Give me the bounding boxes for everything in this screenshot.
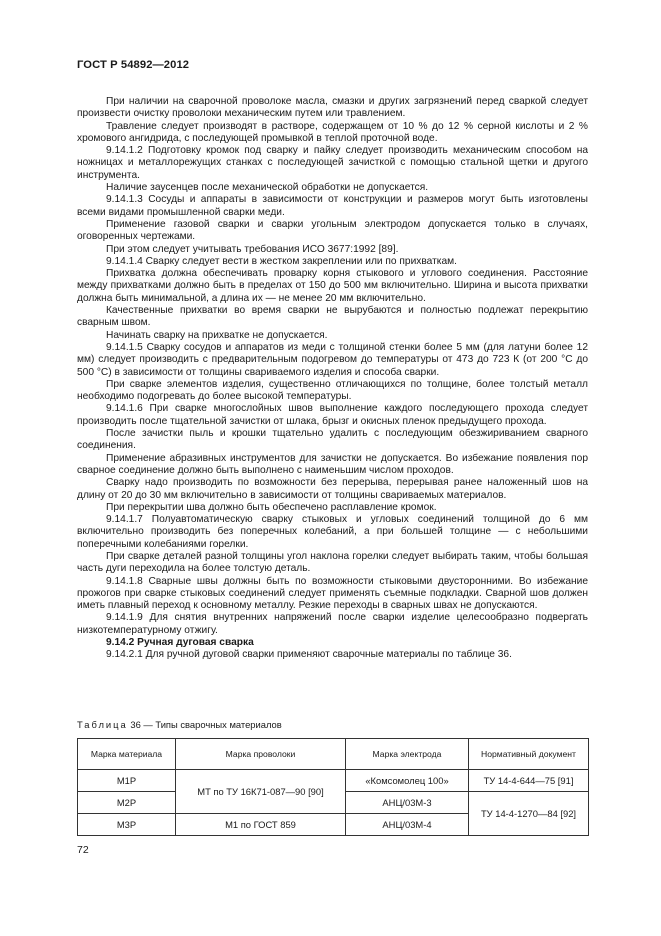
paragraph: Начинать сварку на прихватке не допускается.	[106, 329, 328, 341]
paragraph: При перекрытии шва должно быть обеспечено расплавление кромок.	[106, 501, 437, 513]
paragraph: Применение газовой сварки и сварки угольным электродом допускается только в случаях, оговоренных чертежами.	[77, 218, 588, 243]
paragraph: Качественные прихватки во время сварки не вырубаются и полностью подлежат перекрытию сварным швом.	[77, 305, 588, 329]
paragraph: При сварке деталей разной толщины угол наклона горелки следует выбирать таким, чтобы большая часть дуги переходила на более толстую деталь.	[77, 550, 588, 575]
paragraph: Сварку надо производить по возможности без перерыва, перерывая ранее наложенный шов на длину от 20 до 30 мм включительно в зависимости от толщины свариваемых материалов.	[77, 477, 588, 501]
paragraph: 9.14.1.4 Сварку следует вести в жестком закреплении или по прихваткам.	[106, 255, 457, 267]
cell-electrode: АНЦ/03М-3	[346, 792, 469, 814]
cell-document: ТУ 14-4-1270—84 [92]	[469, 792, 589, 836]
cell-wire: МТ по ТУ 16К71-087—90 [90]	[176, 770, 346, 814]
paragraph: 9.14.1.6 При сварке многослойных швов выполнение каждого последующего прохода следует производить после тщательной зачистки от шлака, брызг и окисных пленок предыдущего прохода.	[77, 403, 588, 427]
paragraph: При наличии на сварочной проволоке масла, смазки и других загрязнений перед сваркой следует произвести очистку проволоки механическим путем или травлением.	[77, 96, 588, 120]
cell-electrode: «Комсомолец 100»	[346, 770, 469, 792]
paragraph: 9.14.1.7 Полуавтоматическую сварку стыковых и угловых соединений толщиной до 6 мм включительно производить без поперечных колебаний, а при большей толщине — с небольшими поперечными колебаниями горелки.	[77, 514, 588, 550]
paragraph: Травление следует производят в растворе, содержащем от 10 % до 12 % серной кислоты и 2 % хромового ангидрида, с последующей промывкой в теплой проточной воде.	[77, 120, 588, 144]
cell-wire: М1 по ГОСТ 859	[176, 814, 346, 836]
cell-material: М2Р	[78, 792, 176, 814]
paragraph: 9.14.1.5 Сварку сосудов и аппаратов из меди с толщиной стенки более 5 мм (для латуни более 12 мм) следует производить с предварительным подогревом до температуры от 473 до 723 К (от 200 °С до 500 °С) в зависимости от толщины свариваемого изделия и способа сварки.	[77, 341, 588, 378]
header-wire: Марка проволоки	[176, 739, 346, 770]
cell-electrode: АНЦ/03М-4	[346, 814, 469, 836]
materials-table	[77, 738, 589, 836]
table-row	[78, 770, 589, 792]
paragraph: При этом следует учитывать требования ИСО 3677:1992 [89].	[106, 243, 399, 255]
paragraph: 9.14.2.1 Для ручной дуговой сварки применяют сварочные материалы по таблице 36.	[106, 649, 512, 661]
cell-material: М3Р	[78, 814, 176, 836]
header-material: Марка материала	[78, 739, 176, 770]
paragraph: 9.14.1.2 Подготовку кромок под сварку и пайку следует производить механическим способом на ножницах и металлорежущих станках с последующей зачисткой с помощью стальной щетки и другого инструмента.	[77, 145, 588, 181]
header-electrode: Марка электрода	[346, 739, 469, 770]
paragraph: 9.14.1.8 Сварные швы должны быть по возможности стыковыми двусторонними. Во избежание прожогов при сварке стыковых соединений следует применять съемные подкладки. Сварной шов должен иметь плавный переход к основному металлу. Резкие переходы в сварных швах не допускаются.	[77, 575, 588, 612]
table-caption-text: 36 — Типы сварочных материалов	[127, 719, 282, 730]
table-header-row	[78, 739, 589, 770]
document-body	[77, 96, 588, 662]
section-heading: 9.14.2 Ручная дуговая сварка	[106, 637, 254, 649]
cell-material: М1Р	[78, 770, 176, 792]
cell-document: ТУ 14-4-644—75 [91]	[469, 770, 589, 792]
paragraph: 9.14.1.3 Сосуды и аппараты в зависимости от конструкции и размеров могут быть изготовлены всеми видами промышленной сварки меди.	[77, 194, 588, 218]
paragraph: Наличие заусенцев после механической обработки не допускается.	[106, 182, 429, 194]
header-document: Нормативный документ	[469, 739, 589, 770]
paragraph: После зачистки пыль и крошки тщательно удалить с последующим обезжириванием сварного соединения.	[77, 428, 588, 452]
paragraph: При сварке элементов изделия, существенно отличающихся по толщине, более толстый металл необходимо подогревать до более высокой температуры.	[77, 378, 588, 403]
page-number: 72	[77, 844, 89, 856]
paragraph: 9.14.1.9 Для снятия внутренних напряжений после сварки изделие целесообразно подвергать низкотемпературному отжигу.	[77, 612, 588, 636]
table-caption	[77, 719, 282, 730]
table-caption-prefix: Таблица	[77, 719, 128, 730]
document-header: ГОСТ Р 54892—2012	[77, 59, 190, 71]
paragraph: Прихватка должна обеспечивать проварку корня стыкового и углового соединения. Расстояние между прихватками должно быть в пределах от 150 до 500 мм включительно. Ширина и высота прихватки должна быть минимальной, а длина их — не менее 20 мм включительно.	[77, 268, 588, 304]
paragraph: Применение абразивных инструментов для зачистки не допускается. Во избежание появления пор сварное соединение должно быть выполнено с наименьшим числом проходов.	[77, 452, 588, 476]
